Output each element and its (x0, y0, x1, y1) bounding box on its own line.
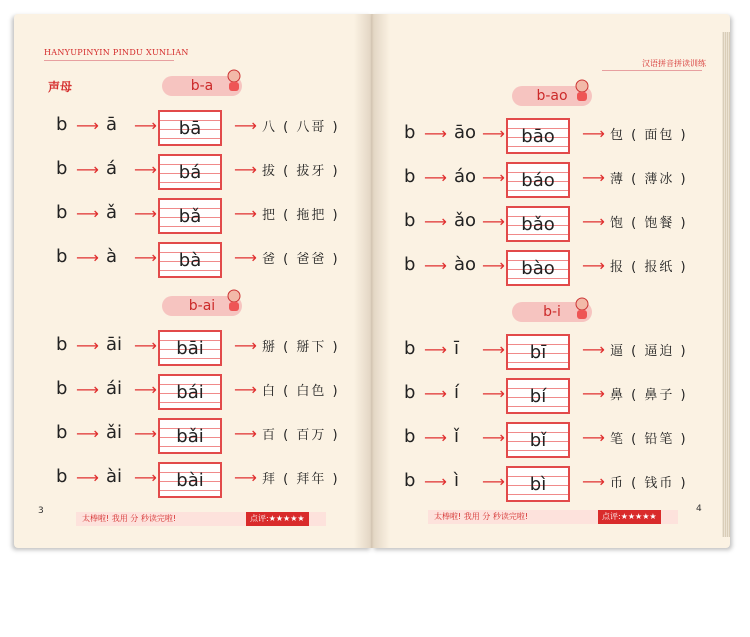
example-word: 把 ( 拖把 ) (262, 208, 340, 223)
final-syllable: ǎo (454, 210, 477, 231)
final-syllable: ā (106, 114, 118, 135)
final-syllable: ài (106, 466, 123, 487)
arrow-icon: ⟶ (482, 428, 505, 447)
initial-letter: b (404, 426, 416, 447)
arrow-icon: ⟶ (482, 256, 505, 275)
initial-letter: b (56, 114, 68, 135)
arrow-icon: ⟶ (76, 116, 99, 135)
writing-box (158, 462, 222, 498)
rating-label: 点评: (602, 512, 621, 521)
reading-timer-footer (76, 512, 326, 526)
arrow-icon: ⟶ (582, 168, 605, 187)
arrow-icon: ⟶ (234, 248, 257, 267)
final-syllable: ī (454, 338, 460, 359)
arrow-icon: ⟶ (424, 428, 447, 447)
initial-letter: b (404, 122, 416, 143)
arrow-icon: ⟶ (482, 212, 505, 231)
combined-syllable: bái (176, 382, 204, 403)
arrow-icon: ⟶ (134, 336, 157, 355)
arrow-icon: ⟶ (424, 256, 447, 275)
arrow-icon: ⟶ (482, 168, 505, 187)
combined-syllable: báo (521, 170, 555, 191)
writing-box (158, 242, 222, 278)
initial-letter: b (404, 470, 416, 491)
writing-box (506, 422, 570, 458)
combined-syllable: bǎi (176, 426, 204, 447)
arrow-icon: ⟶ (582, 124, 605, 143)
stars-icon: ★★★★★ (268, 514, 305, 523)
initial-letter: b (56, 422, 68, 443)
star-rating (246, 512, 309, 526)
practice-row (404, 422, 704, 452)
final-syllable: ǎi (106, 422, 123, 443)
arrow-icon: ⟶ (76, 336, 99, 355)
writing-box (158, 110, 222, 146)
final-syllable: ǎ (106, 202, 118, 223)
initial-letter: b (404, 254, 416, 275)
initial-letter: b (404, 338, 416, 359)
group-banner: b-i (512, 302, 592, 322)
page-edge (722, 32, 730, 537)
final-syllable: āi (106, 334, 123, 355)
arrow-icon: ⟶ (582, 472, 605, 491)
example-word: 包 ( 面包 ) (610, 128, 688, 143)
arrow-icon: ⟶ (76, 160, 99, 179)
practice-row (56, 154, 356, 184)
page-number: 3 (38, 506, 44, 516)
example-word: 鼻 ( 鼻子 ) (610, 388, 688, 403)
arrow-icon: ⟶ (234, 380, 257, 399)
example-word: 逼 ( 逼迫 ) (610, 344, 688, 359)
footer-text: 太棒啦! 我用 分 秒读完啦! (82, 514, 177, 523)
initial-letter: b (56, 466, 68, 487)
arrow-icon: ⟶ (582, 256, 605, 275)
combined-syllable: bǎ (178, 206, 202, 227)
page-number: 4 (696, 504, 702, 514)
footer-text: 太棒啦! 我用 分 秒读完啦! (434, 512, 529, 521)
arrow-icon: ⟶ (134, 248, 157, 267)
section-tag: 声母 (48, 80, 73, 94)
arrow-icon: ⟶ (424, 340, 447, 359)
combined-syllable: bāi (176, 338, 204, 359)
mascot-icon (224, 288, 244, 312)
arrow-icon: ⟶ (76, 380, 99, 399)
initial-letter: b (404, 210, 416, 231)
arrow-icon: ⟶ (582, 428, 605, 447)
arrow-icon: ⟶ (234, 116, 257, 135)
mascot-icon (572, 78, 592, 102)
writing-box (506, 206, 570, 242)
practice-row (56, 242, 356, 272)
initial-letter: b (404, 382, 416, 403)
open-workbook (14, 14, 736, 552)
mascot-icon (572, 296, 592, 320)
combined-syllable: bào (521, 258, 555, 279)
practice-row (56, 198, 356, 228)
combined-syllable: bǎo (521, 214, 555, 235)
writing-box (158, 374, 222, 410)
practice-row (404, 466, 704, 496)
arrow-icon: ⟶ (582, 212, 605, 231)
practice-row (56, 330, 356, 360)
arrow-icon: ⟶ (424, 472, 447, 491)
group-banner: b-a (162, 76, 242, 96)
initial-letter: b (56, 158, 68, 179)
reading-timer-footer (428, 510, 678, 524)
example-word: 饱 ( 饱餐 ) (610, 216, 688, 231)
example-word: 爸 ( 爸爸 ) (262, 252, 340, 267)
right-page-header: 汉语拼音拼读训练 (642, 59, 706, 68)
writing-box (158, 154, 222, 190)
initial-letter: b (56, 202, 68, 223)
combined-syllable: bì (529, 474, 547, 495)
combined-syllable: bā (178, 118, 202, 139)
writing-box (506, 466, 570, 502)
writing-box (506, 250, 570, 286)
arrow-icon: ⟶ (482, 340, 505, 359)
initial-letter: b (56, 246, 68, 267)
writing-box (506, 378, 570, 414)
stars-icon: ★★★★★ (620, 512, 657, 521)
rating-label: 点评: (250, 514, 269, 523)
example-word: 报 ( 报纸 ) (610, 260, 688, 275)
writing-box (506, 334, 570, 370)
combined-syllable: bǐ (529, 430, 547, 451)
example-word: 拔 ( 拔牙 ) (262, 164, 340, 179)
combined-syllable: bá (178, 162, 202, 183)
example-word: 币 ( 钱币 ) (610, 476, 688, 491)
header-rule (44, 60, 174, 61)
combined-syllable: bí (529, 386, 547, 407)
mascot-icon (224, 68, 244, 92)
arrow-icon: ⟶ (76, 468, 99, 487)
writing-box (158, 330, 222, 366)
practice-row (404, 334, 704, 364)
example-word: 拜 ( 拜年 ) (262, 472, 340, 487)
arrow-icon: ⟶ (582, 340, 605, 359)
example-word: 掰 ( 掰下 ) (262, 340, 340, 355)
arrow-icon: ⟶ (76, 248, 99, 267)
practice-row (56, 110, 356, 140)
example-word: 笔 ( 铅笔 ) (610, 432, 688, 447)
combined-syllable: bāo (521, 126, 555, 147)
arrow-icon: ⟶ (134, 468, 157, 487)
arrow-icon: ⟶ (482, 472, 505, 491)
initial-letter: b (404, 166, 416, 187)
arrow-icon: ⟶ (76, 204, 99, 223)
writing-box (158, 418, 222, 454)
arrow-icon: ⟶ (134, 160, 157, 179)
star-rating (598, 510, 661, 524)
arrow-icon: ⟶ (424, 124, 447, 143)
arrow-icon: ⟶ (134, 116, 157, 135)
final-syllable: áo (454, 166, 477, 187)
combined-syllable: bà (178, 250, 202, 271)
left-page (14, 14, 372, 548)
initial-letter: b (56, 334, 68, 355)
final-syllable: à (106, 246, 118, 267)
practice-row (404, 378, 704, 408)
group-banner: b-ao (512, 86, 592, 106)
practice-row (56, 418, 356, 448)
arrow-icon: ⟶ (234, 468, 257, 487)
final-syllable: ǐ (454, 426, 460, 447)
left-page-header: HANYUPINYIN PINDU XUNLIAN (44, 48, 189, 57)
arrow-icon: ⟶ (76, 424, 99, 443)
arrow-icon: ⟶ (234, 204, 257, 223)
final-syllable: ào (454, 254, 477, 275)
arrow-icon: ⟶ (134, 380, 157, 399)
practice-row (404, 250, 704, 280)
practice-row (404, 206, 704, 236)
arrow-icon: ⟶ (424, 168, 447, 187)
arrow-icon: ⟶ (234, 160, 257, 179)
practice-row (404, 162, 704, 192)
example-word: 八 ( 八哥 ) (262, 120, 340, 135)
practice-row (56, 374, 356, 404)
combined-syllable: bī (529, 342, 547, 363)
arrow-icon: ⟶ (234, 336, 257, 355)
final-syllable: āo (454, 122, 477, 143)
practice-row (56, 462, 356, 492)
final-syllable: ái (106, 378, 123, 399)
book-spine (354, 14, 390, 548)
writing-box (506, 118, 570, 154)
header-rule (602, 70, 702, 71)
final-syllable: á (106, 158, 118, 179)
example-word: 百 ( 百万 ) (262, 428, 340, 443)
arrow-icon: ⟶ (482, 384, 505, 403)
example-word: 薄 ( 薄冰 ) (610, 172, 688, 187)
arrow-icon: ⟶ (482, 124, 505, 143)
arrow-icon: ⟶ (424, 212, 447, 231)
final-syllable: ì (454, 470, 460, 491)
right-page (372, 14, 730, 548)
arrow-icon: ⟶ (582, 384, 605, 403)
group-banner: b-ai (162, 296, 242, 316)
initial-letter: b (56, 378, 68, 399)
example-word: 白 ( 白色 ) (262, 384, 340, 399)
arrow-icon: ⟶ (134, 204, 157, 223)
writing-box (158, 198, 222, 234)
arrow-icon: ⟶ (424, 384, 447, 403)
arrow-icon: ⟶ (134, 424, 157, 443)
practice-row (404, 118, 704, 148)
final-syllable: í (454, 382, 460, 403)
combined-syllable: bài (176, 470, 204, 491)
arrow-icon: ⟶ (234, 424, 257, 443)
writing-box (506, 162, 570, 198)
